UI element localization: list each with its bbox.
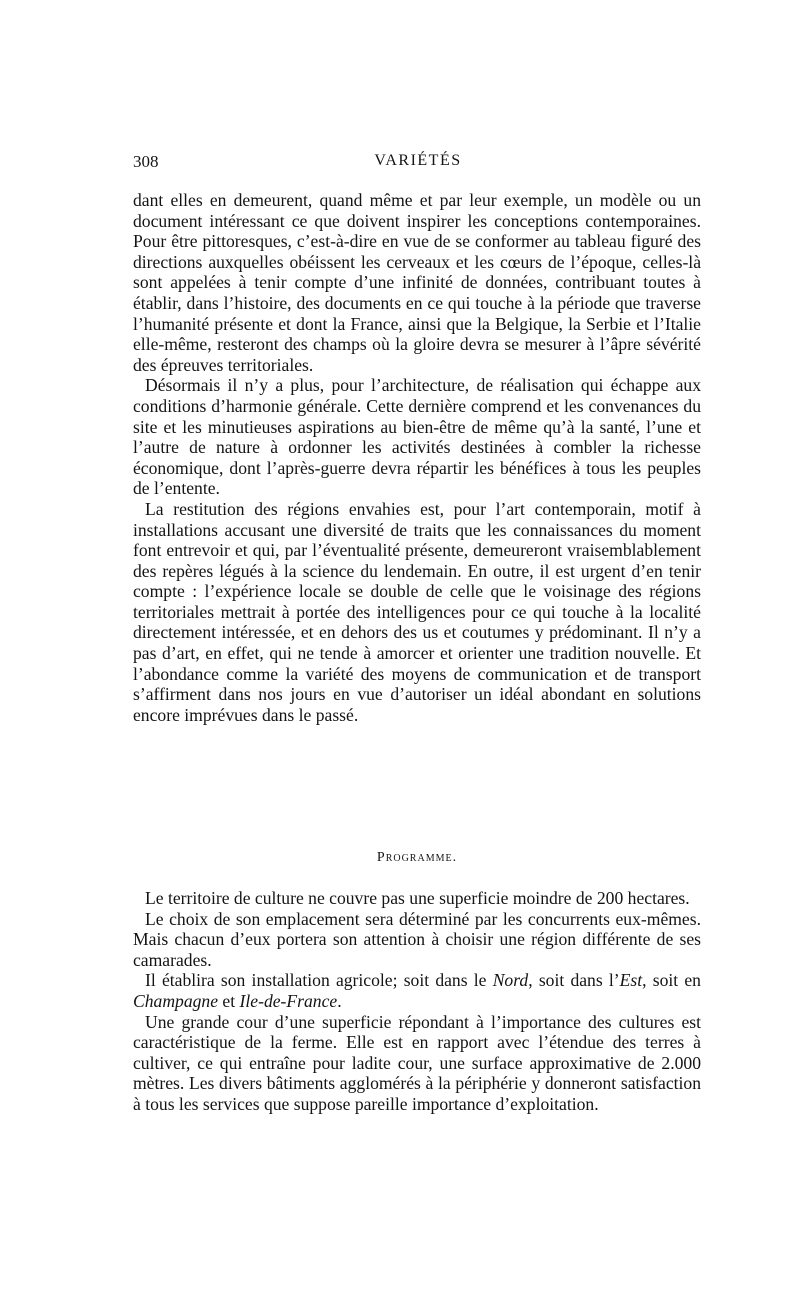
- programme-paragraph-territoire: Le territoire de culture ne couvre pas une superficie moindre de 200 hectares.: [145, 888, 690, 908]
- page-number: 308: [133, 152, 159, 171]
- region-est: Est: [619, 970, 643, 991]
- programme-text: [133, 888, 701, 1115]
- programme-paragraph-emplacement: Le choix de son emplacement sera déterminé par les concurrents eux-mêmes. Mais chacun d’eux portera son attention à choisir une région différente de ses camarades.: [133, 908, 701, 970]
- region-nord: Nord: [492, 970, 529, 991]
- paragraph-architecture: Désormais il n’y a plus, pour l’architecture, de réalisation qui échappe aux conditions d’harmonie générale. Cette dernière comprend et les convenances du site et les minutieuses aspirations au bien-être de même qu’à la santé, l’une et l’autre de nature à ordonner les activités destinées à combler la richesse économique, dont l’après-guerre devra répartir les bénéfices à tous les peuples de l’entente.: [133, 375, 701, 499]
- programme-paragraph-cour: Une grande cour d’une superficie répondant à l’importance des cultures est caractéristique de la ferme. Elle est en rapport avec l’étendue des terres à cultiver, ce qui entraîne pour ladite cour, une surface approximative de 2.000 mètres. Les divers bâtiments agglomérés à la périphérie y donneront satisfaction à tous les services que suppose pareille importance d’exploitation.: [133, 1011, 701, 1114]
- text-fragment: , soit dans l’: [528, 970, 620, 991]
- text-fragment: .: [337, 990, 342, 1011]
- section-heading-programme: Programme.: [376, 850, 458, 865]
- text-fragment: Il établira son installation agricole; soit dans le: [145, 970, 493, 991]
- region-ile-de-france: Ile-de-France: [239, 990, 338, 1011]
- page-header: [133, 152, 703, 176]
- paragraph-restitution: La restitution des régions envahies est, pour l’art contemporain, motif à installations accusant une diversité de traits que les connaissances du moment font entrevoir et qui, par l’éventualité présente, demeureront vraisemblablement des repères légués à la science du lendemain. En outre, il est urgent d’en tenir compte : l’expérience locale se double de celle que le voisinage des régions territoriales mettrait à portée des intelligences pour ce qui touche à la localité directement intéressée, et en dehors des us et coutumes y prédominant. Il n’y a pas d’art, en effet, qui ne tende à amorcer et orienter une tradition nouvelle. Et l’abondance comme la variété des moyens de communication et de transport s’affirment dans nos jours en vue d’autoriser un idéal abondant en solutions encore imprévues dans le passé.: [133, 498, 701, 725]
- body-text: [133, 190, 701, 725]
- running-title: VARIÉTÉS: [374, 152, 462, 169]
- region-champagne: Champagne: [133, 990, 219, 1011]
- programme-paragraph-installation: [133, 970, 701, 1011]
- text-fragment: et: [218, 990, 240, 1011]
- text-fragment: , soit en: [642, 970, 701, 991]
- paragraph-continued: dant elles en demeurent, quand même et par leur exemple, un modèle ou un document intéressant ce que doivent inspirer les conceptions contemporaines. Pour être pittoresques, c’est-à-dire en vue de se conformer au tableau figuré des directions auxquelles obéissent les cerveaux et les cœurs de l’époque, celles-là sont appelées à tenir compte d’une infinité de données, contribuant toutes à établir, dans l’histoire, des documents en ce qui touche à la période que traverse l’humanité présente et dont la France, ainsi que la Belgique, la Serbie et l’Italie elle-même, resteront des champs où la gloire devra se mesurer à l’âpre sévérité des épreuves territoriales.: [133, 190, 701, 375]
